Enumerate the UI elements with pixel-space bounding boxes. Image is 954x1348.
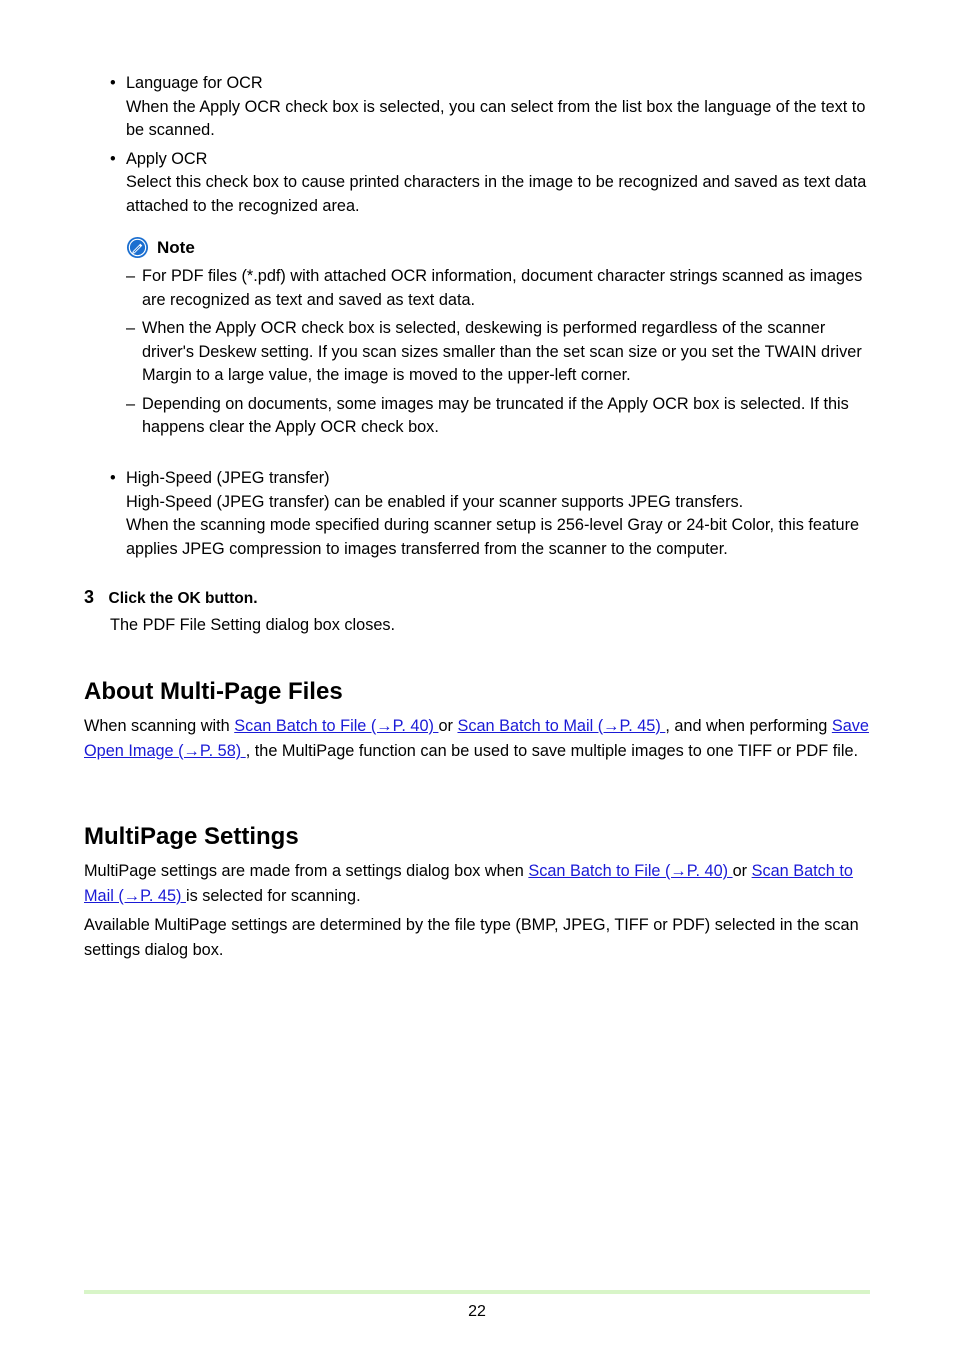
section-heading-multipage-settings: MultiPage Settings (84, 823, 299, 850)
bullet-title: High-Speed (JPEG transfer) (126, 469, 330, 487)
note-header (126, 236, 876, 260)
link-save-open-image[interactable]: Save Open Image (→P. 58) (84, 717, 869, 760)
bullet-body-line2: When the scanning mode specified during scanner setup is 256-level Gray or 24-bit Color, this feature applies JPEG compression to images transferred from the scanner to the computer. (126, 516, 860, 558)
step-number: 3 (84, 587, 95, 607)
dash-marker: – (126, 267, 136, 285)
note-item-text: Depending on documents, some images may be truncated if the Apply OCR box is selected. If this happens clear the Apply OCR check box. (142, 394, 849, 436)
link-scan-batch-to-mail[interactable]: Scan Batch to Mail (→P. 45) (84, 862, 853, 905)
footer-divider (84, 1290, 870, 1294)
text-run: or (732, 862, 752, 880)
note-item-text: For PDF files (*.pdf) with attached OCR information, document character strings scanned as images are recognized as text and saved as text data. (142, 267, 863, 309)
bullet-body-line1: High-Speed (JPEG transfer) can be enabled if your scanner supports JPEG transfers. (126, 492, 744, 511)
text-run: , and when performing (665, 717, 832, 735)
note-list (126, 265, 876, 440)
text-run: is selected for scanning. (185, 887, 361, 905)
bullet-title: Apply OCR (126, 149, 208, 168)
step-description: The PDF File Setting dialog box closes. (110, 616, 396, 634)
text-run: When scanning with (84, 717, 235, 735)
bullet-language-ocr (110, 72, 880, 143)
bullet-dot: • (110, 74, 116, 92)
note-item (126, 265, 876, 312)
section-heading-multi-page: About Multi-Page Files (84, 678, 343, 705)
note-item (126, 393, 876, 440)
note-item (126, 317, 876, 388)
bullet-list-ocr (110, 72, 880, 218)
link-scan-batch-to-file[interactable]: Scan Batch to File (→P. 40) (234, 717, 439, 735)
text-run: MultiPage settings are made from a settings dialog box when (84, 862, 529, 880)
bullet-dot: • (110, 469, 116, 487)
note-icon (126, 236, 149, 259)
bullet-dot: • (110, 149, 116, 168)
bullet-body: When the Apply OCR check box is selected, you can select from the list box the language of the text to be scanned. (126, 97, 866, 139)
note-item-text: When the Apply OCR check box is selected, deskewing is performed regardless of the scanner driver's Deskew setting. If you scan sizes smaller than the set scan size or you set the TWAIN driver Margin to a large value, the image is moved to the upper-left corner. (142, 319, 862, 384)
note-heading: Note (157, 238, 195, 257)
bullet-body: Select this check box to cause printed characters in the image to be recognized and saved as text data attached to the recognized area. (126, 173, 867, 215)
note-box (126, 236, 876, 260)
bullet-list-jpeg (110, 467, 880, 561)
dash-marker: – (126, 319, 136, 337)
text-run: , the MultiPage function can be used to save multiple images to one TIFF or PDF file. (245, 742, 859, 760)
link-scan-batch-to-mail[interactable]: Scan Batch to Mail (→P. 45) (457, 717, 666, 735)
page-number: 22 (468, 1303, 486, 1320)
section-multi-page-text (84, 714, 870, 764)
section-settings-text (84, 859, 870, 909)
bullet-title: Language for OCR (126, 74, 263, 92)
link-scan-batch-to-file[interactable]: Scan Batch to File (→P. 40) (528, 862, 733, 880)
step-title: Click the OK button. (108, 590, 258, 607)
dash-marker: – (126, 394, 136, 413)
bullet-apply-ocr (110, 148, 880, 219)
step-3 (84, 586, 874, 611)
text-run: or (438, 717, 458, 735)
bullet-jpeg (110, 467, 880, 561)
section-settings-para2: Available MultiPage settings are determined by the file type (BMP, JPEG, TIFF or PDF) selected in the scan settings dialog box. (84, 916, 859, 959)
